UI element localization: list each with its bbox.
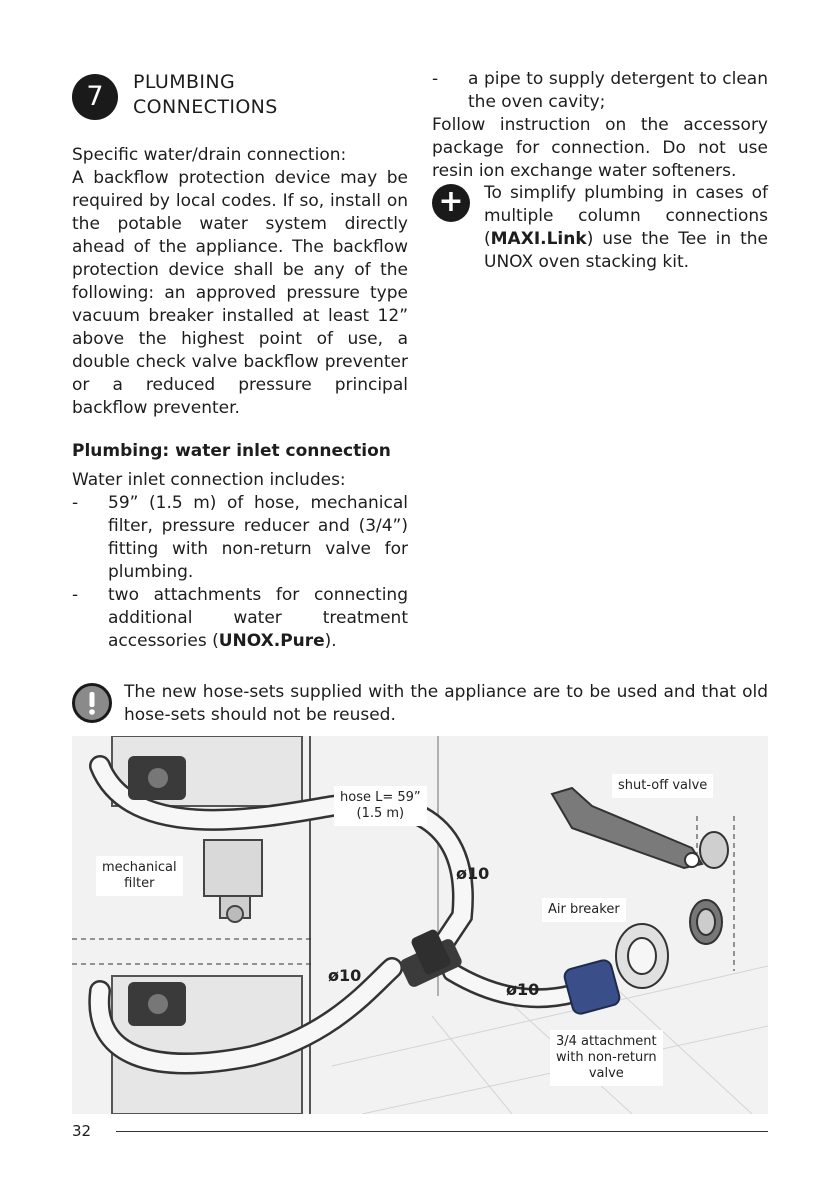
backflow-paragraph [72,144,408,420]
label-hose [334,786,427,826]
inlet-heading: Plumbing: water inlet connection [72,441,391,461]
section-title-line1: PLUMBING [133,71,236,93]
section-title-line2: CONNECTIONS [133,96,278,118]
footer-rule [116,1131,768,1132]
list-dash: - [432,69,439,89]
tip-text-before: To simplify plumbing in cases of multiple column connections ( [484,183,768,249]
mechanical-filter-body [204,840,262,922]
list-item [432,68,768,114]
label-attachment [550,1030,663,1086]
warning-icon [72,683,112,723]
section-number-badge: 7 [72,74,118,120]
label-mechanical-filter [96,856,183,896]
list-dash: - [72,493,79,513]
label-shutoff-valve: shut-off valve [612,774,713,798]
label-diameter: ø10 [506,980,540,999]
three-quarter-attachment [563,959,621,1016]
section-title [133,70,278,120]
plus-tip-icon: + [432,184,470,222]
list-item-text: 59” (1.5 m) of hose, mechanical filter, pressure reducer and (3/4”) fitting with non-return valve for plumbing. [108,493,408,582]
tip-text [484,182,768,274]
right-column [432,68,768,183]
notice-text: The new hose-sets supplied with the appliance are to be used and that old hose-sets should not be reused. [124,682,768,725]
list-item-text: two attachments for connecting additional water treatment accessories ( [108,585,408,651]
label-hose-line1: hose L= 59” [340,790,421,805]
page-number: 32 [72,1122,92,1140]
label-attachment-line1: 3/4 attachment [556,1034,657,1049]
list-item-text-end: ). [324,631,337,651]
plumbing-diagram [72,736,768,1114]
label-air-breaker: Air breaker [542,898,626,922]
list-item [72,584,408,653]
brand-unox-pure: UNOX.Pure [218,631,325,651]
brand-maxi-link: MAXI.Link [490,229,587,249]
inlet-section [72,469,408,653]
intro-text: A backflow protection device may be required by local codes. If so, install on the potable water system directly ahead of the appliance. The backflow protection device shall be any of the following: an approved pressure type vacuum breaker installed at least 12” above the highest point of use, a double check valve backflow preventer or a reduced pressure principal backflow preventer. [72,168,408,418]
label-filter-line1: mechanical [102,860,177,875]
tip-text-after: ) use the Tee in the UNOX oven stacking kit. [484,229,768,272]
label-attachment-line3: valve [588,1066,624,1081]
air-breaker-part [616,900,722,988]
label-filter-line2: filter [124,876,155,891]
list-dash: - [72,585,79,605]
label-diameter: ø10 [328,966,362,985]
label-attachment-line2: with non-return [556,1050,657,1065]
intro-heading: Specific water/drain connection: [72,145,347,165]
inlet-intro: Water inlet connection includes: [72,470,346,490]
shutoff-valve-lever [552,788,728,868]
list-item-text: a pipe to supply detergent to clean the oven cavity; [468,69,768,112]
list-item [72,492,408,584]
follow-instructions-text: Follow instruction on the accessory package for connection. Do not use resin ion exchange water softeners. [432,115,768,181]
label-hose-line2: (1.5 m) [356,806,405,821]
label-diameter: ø10 [456,864,490,883]
